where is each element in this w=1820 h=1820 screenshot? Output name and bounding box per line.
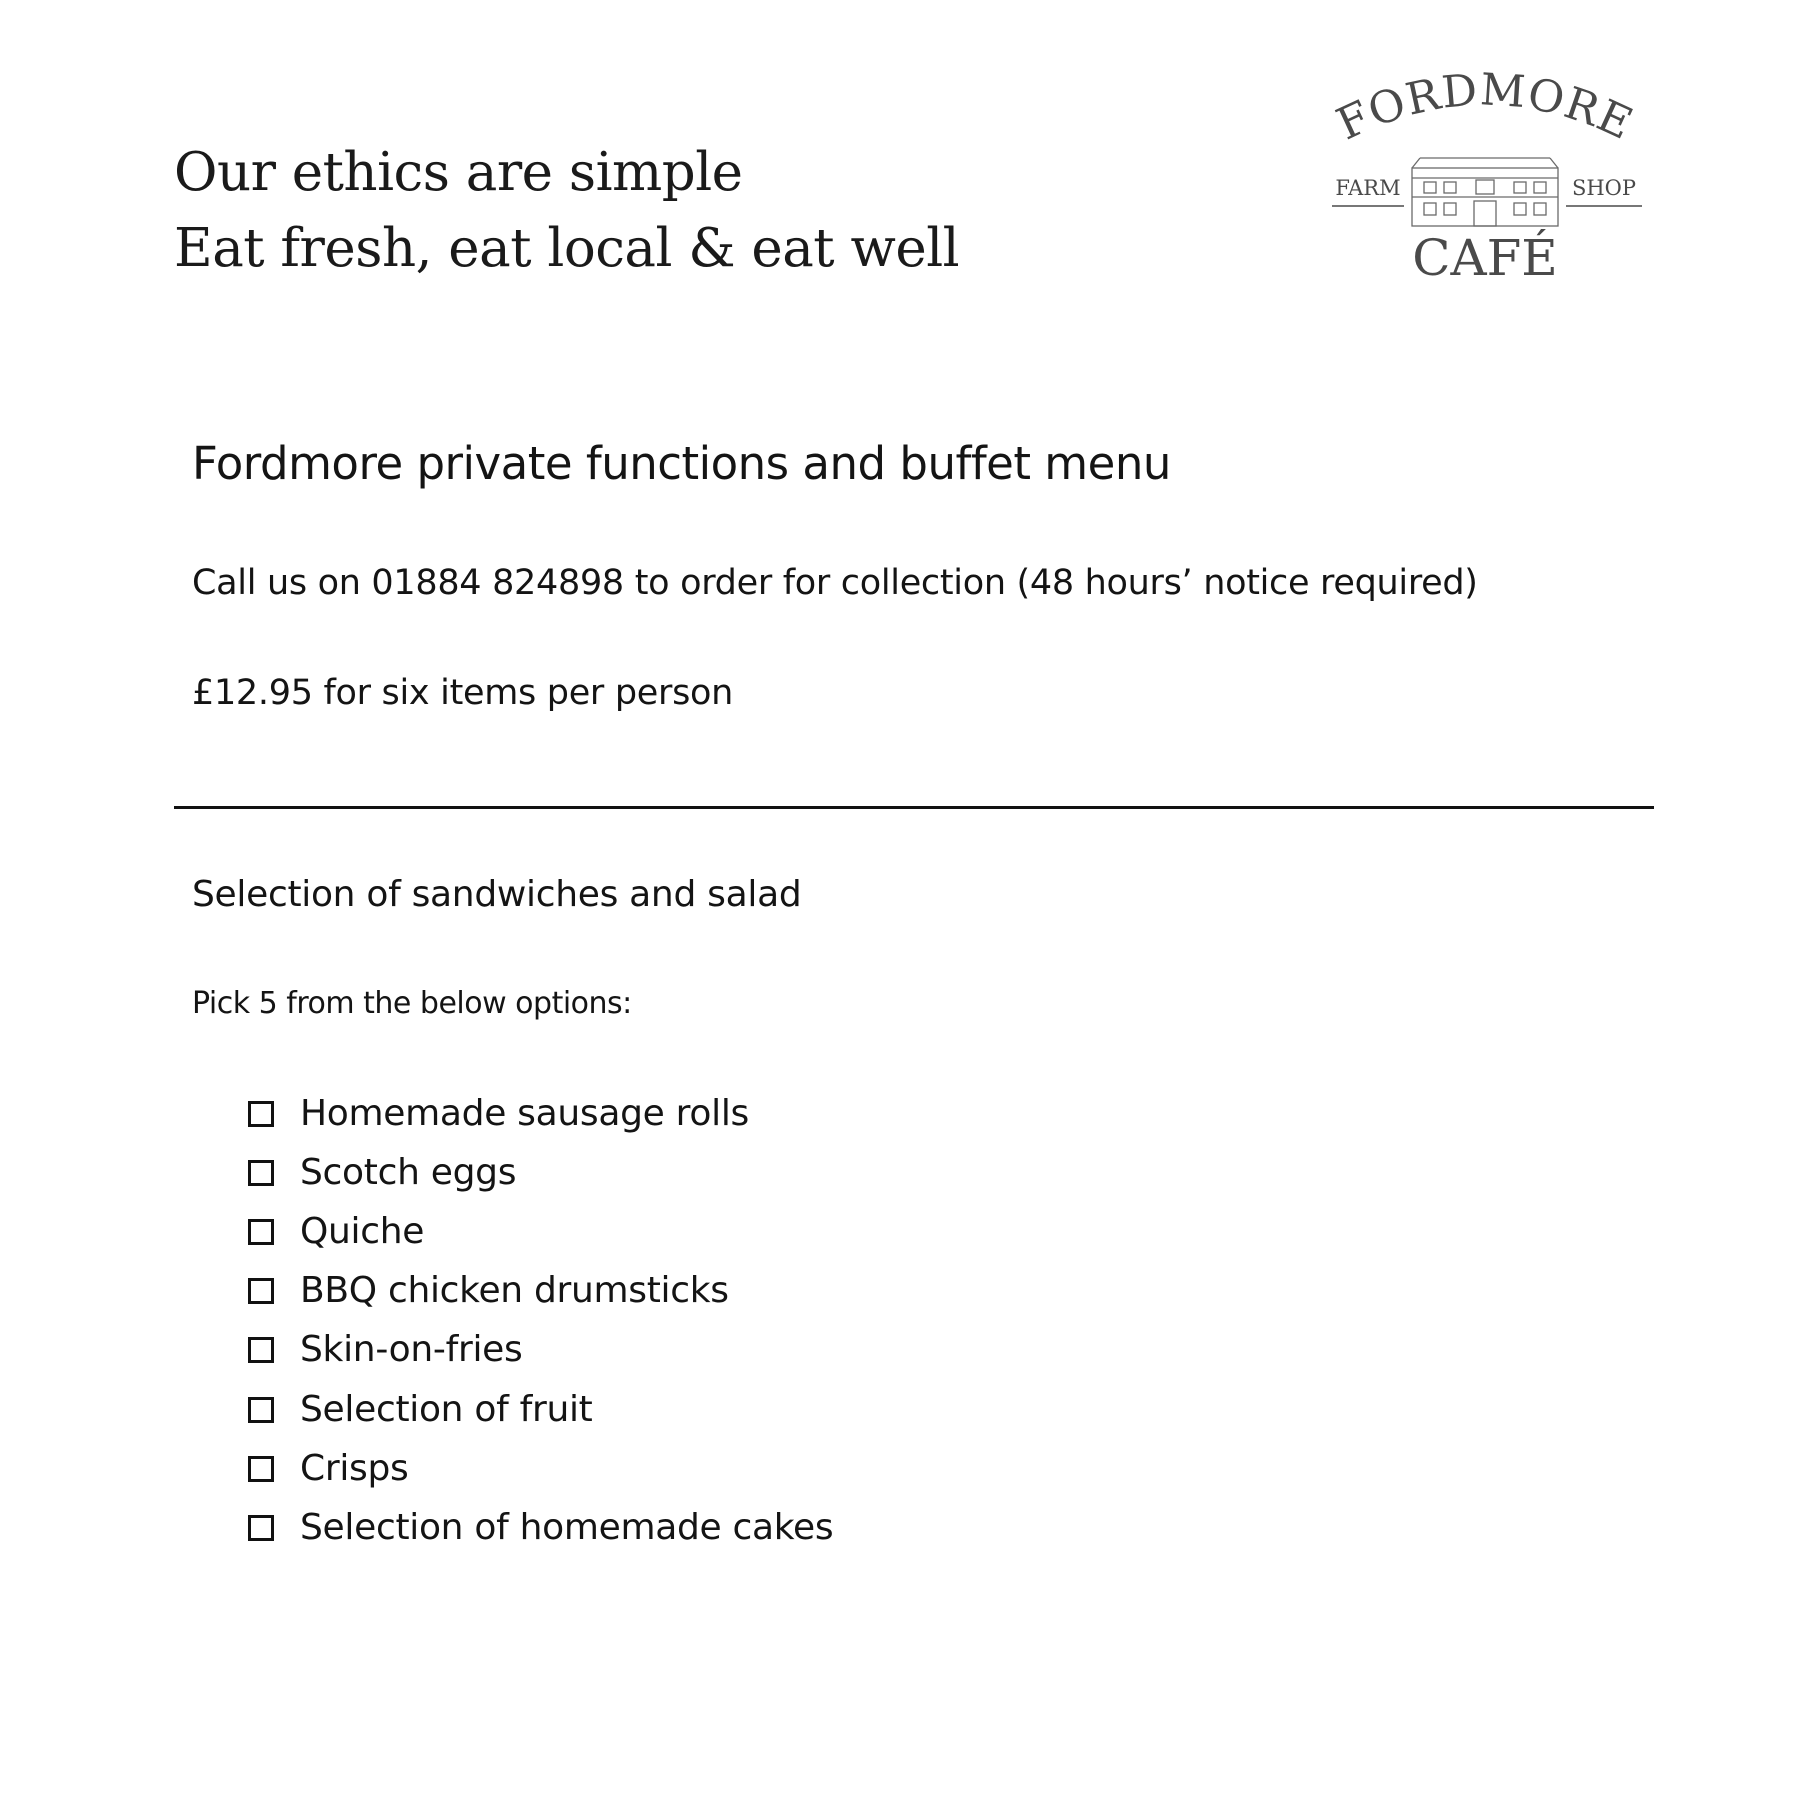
menu-title: Fordmore private functions and buffet menu [192,437,1171,490]
checkbox[interactable] [248,1337,274,1363]
checkbox[interactable] [248,1397,274,1423]
option-label: Skin-on-fries [300,1329,523,1371]
options-list [248,1084,833,1558]
checkbox[interactable] [248,1456,274,1482]
option-label: Homemade sausage rolls [300,1092,749,1134]
price-info: £12.95 for six items per person [192,673,734,713]
logo-cafe-text: CAFÉ [1412,229,1558,287]
tagline [174,135,959,287]
fordmore-logo [1320,70,1650,290]
checkbox[interactable] [248,1101,274,1127]
option-selection-of-homemade-cakes[interactable] [248,1498,833,1557]
farmhouse-icon [1412,158,1558,226]
option-label: Scotch eggs [300,1151,517,1193]
checkbox[interactable] [248,1515,274,1541]
svg-text:FORDMORE [1329,70,1640,150]
option-label: Selection of fruit [300,1388,593,1430]
option-crisps[interactable] [248,1439,833,1498]
option-homemade-sausage-rolls[interactable] [248,1084,833,1143]
option-label: Crisps [300,1447,409,1489]
logo-name: FORDMORE [1329,70,1641,151]
selection-instruction: Pick 5 from the below options: [192,986,632,1021]
fordmore-logo-graphic [1320,70,1650,290]
divider [174,806,1654,809]
tagline-line-1: Our ethics are simple [174,142,743,203]
checkbox[interactable] [248,1219,274,1245]
logo-shop-text: SHOP [1571,176,1637,200]
contact-info: Call us on 01884 824898 to order for collection (48 hours’ notice required) [192,563,1478,603]
option-selection-of-fruit[interactable] [248,1380,833,1439]
logo-farm-text: FARM [1335,176,1401,200]
tagline-line-2: Eat fresh, eat local & eat well [174,218,960,279]
option-bbq-chicken-drumsticks[interactable] [248,1262,833,1321]
checkbox[interactable] [248,1278,274,1304]
option-label: Quiche [300,1210,425,1252]
option-quiche[interactable] [248,1202,833,1261]
section-title: Selection of sandwiches and salad [192,874,802,915]
option-skin-on-fries[interactable] [248,1321,833,1380]
option-label: Selection of homemade cakes [300,1506,834,1548]
option-scotch-eggs[interactable] [248,1143,833,1202]
option-label: BBQ chicken drumsticks [300,1270,729,1312]
checkbox[interactable] [248,1160,274,1186]
